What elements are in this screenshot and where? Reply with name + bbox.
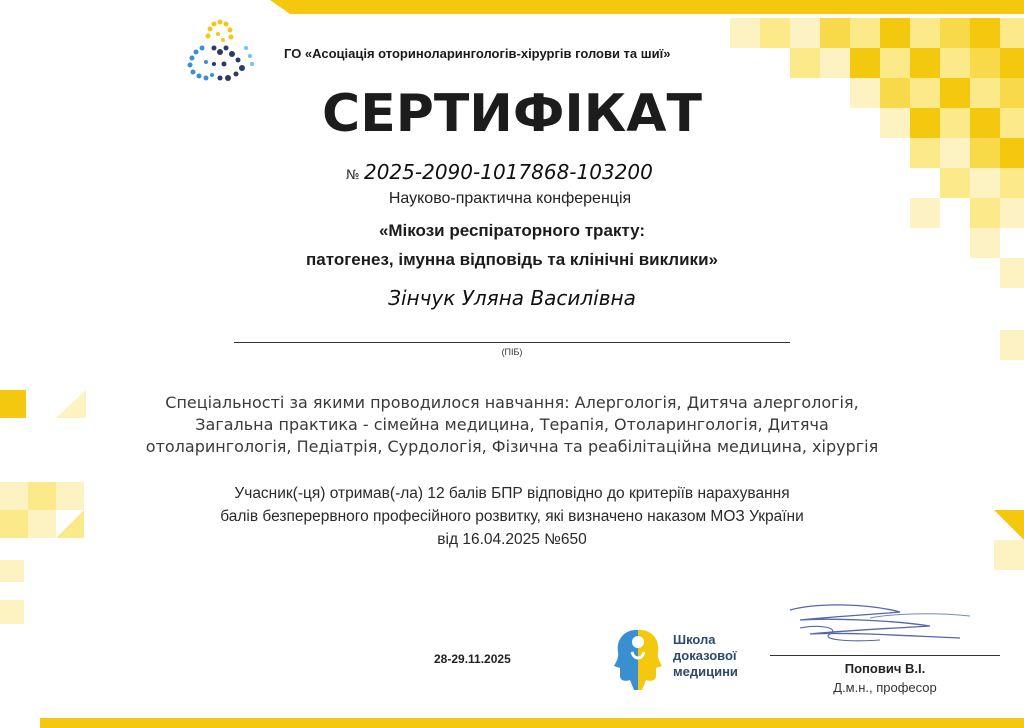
signer-title: Д.м.н., професор xyxy=(833,680,937,695)
conference-label: Науково-практична конференція xyxy=(388,190,632,207)
conference-title-line1: «Мікози респіраторного тракту: xyxy=(378,221,646,240)
number-symbol: № xyxy=(346,168,360,183)
certificate-title: СЕРТИФІКАТ xyxy=(322,84,702,144)
signer-name: Попович В.І. xyxy=(844,661,926,676)
school-name-line2: доказової xyxy=(673,648,737,663)
organization-name: ГО «Асоціація оториноларингологів-хірургів голови та шиї» xyxy=(284,46,671,61)
specialties-line2: Загальна практика - сімейна медицина, Терапія, Отоларингологія, Дитяча xyxy=(195,415,829,434)
name-underline xyxy=(234,342,790,343)
points-line3: від 16.04.2025 №650 xyxy=(437,531,587,548)
certificate-number-value: 2025-2090-1017868-103200 xyxy=(363,160,653,184)
school-name xyxy=(673,632,738,680)
signature-line xyxy=(770,655,1000,656)
name-caption: (ПІБ) xyxy=(501,347,523,357)
specialties-line3: отоларингологія, Педіатрія, Сурдологія, Фізична та реабілітаційна медицина, хірургія xyxy=(145,437,879,456)
head-profiles-logo-icon xyxy=(610,624,666,692)
school-name-line1: Школа xyxy=(673,632,716,647)
specialties-text xyxy=(80,392,944,458)
dotted-circles-logo-icon xyxy=(184,18,260,88)
specialties-line1: Спеціальності за якими проводилося навчання: Алергологія, Дитяча алергологія, xyxy=(165,393,859,412)
school-name-line3: медицини xyxy=(673,664,738,679)
handwritten-signature-icon xyxy=(780,598,980,658)
participant-name: Зінчук Уляна Василівна xyxy=(388,286,636,310)
points-line2: балів безперервного професійного розвитку, які визначено наказом МОЗ України xyxy=(220,508,804,525)
bottom-accent-strip xyxy=(40,718,1024,728)
points-statement xyxy=(100,482,924,551)
certificate-number xyxy=(346,160,653,184)
points-line1: Учасник(-ця) отримав(-ла) 12 балів БПР відповідно до критеріїв нарахування xyxy=(234,485,790,502)
mosaic-left xyxy=(0,390,86,624)
conference-title-line2: патогенез, імунна відповідь та клінічні виклики» xyxy=(306,250,718,269)
event-date: 28-29.11.2025 xyxy=(434,652,511,666)
